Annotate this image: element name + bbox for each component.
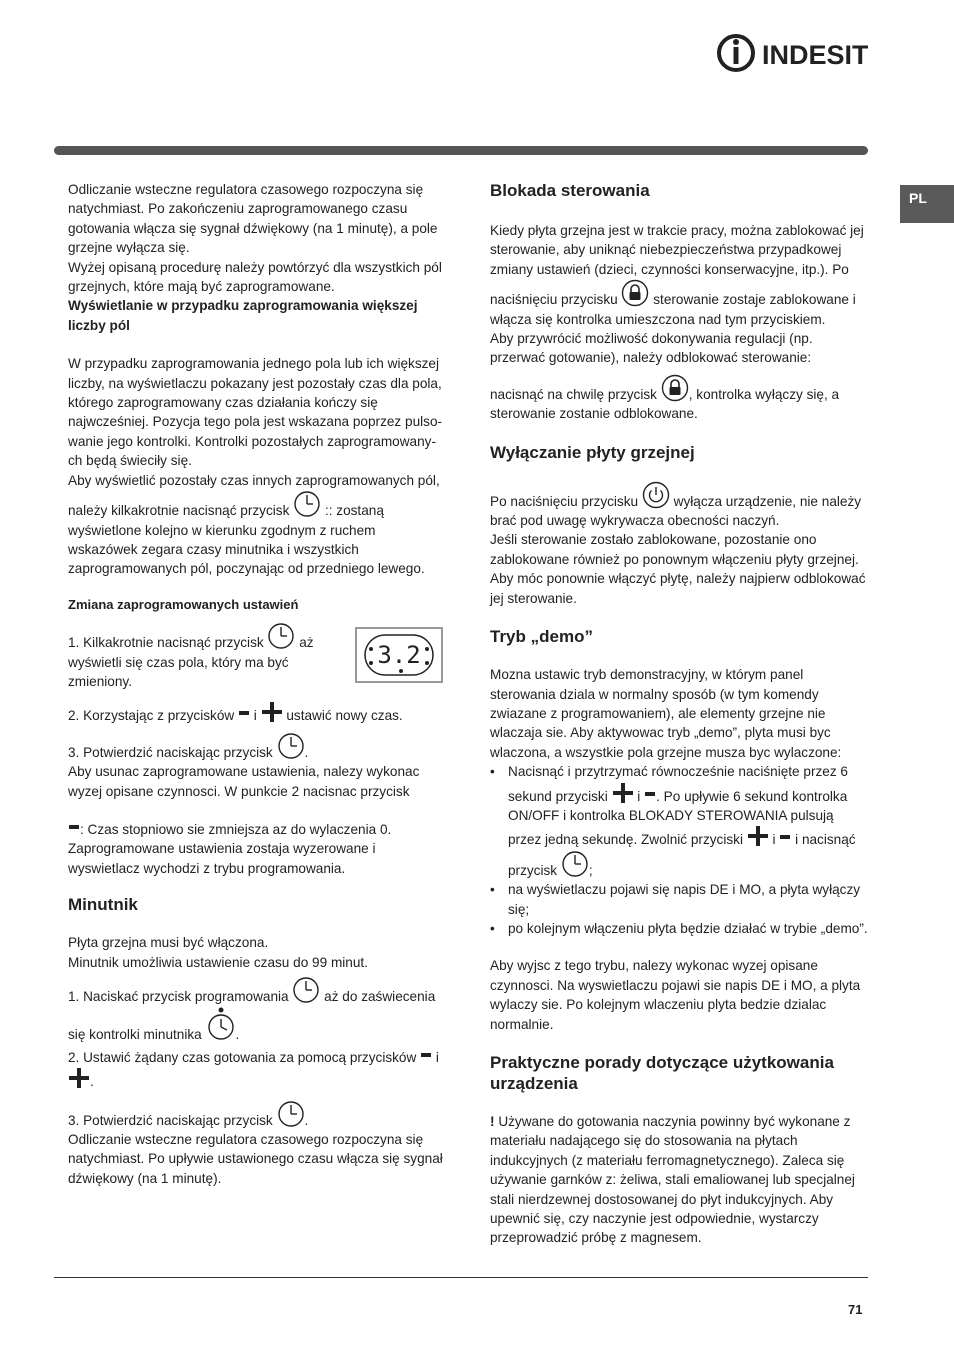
demo-paragraph: Mozna ustawic tryb demonstracyjny, w którym panel sterowania dziala w normalny sposób (w tym komendy zwiazane z programowaniem), ale elementy grzejne nie wlaczaja sie. Aby aktywowac tryb „demo”, plyta musi byc wlaczona, a wszystkie pola grzejne musza byc wylaczone: (490, 667, 842, 760)
clock-icon (267, 622, 295, 650)
footer-divider (54, 1277, 868, 1278)
plus-icon (747, 825, 769, 847)
demo-paragraph-2: Aby wyjsc z tego trybu, nalezy wykonac wyzej opisane czynnosci. Na wyswietlaczu pojawi sie napis DE i MO, a plyta wylaczy sie. Po kolejnym wlaczeniu plyta bedzie dzialac normalnie. (490, 958, 861, 1032)
section-heading-tips: Praktyczne porady dotyczące użytkowania urządzenia (490, 1053, 834, 1093)
minus-icon (238, 703, 250, 723)
clock-icon (277, 732, 305, 760)
minutnik-step-1: 1. Naciskać przycisk programowania aż do zaświecenia się kontrolki minutnika . (68, 976, 446, 1045)
cancel-paragraph-2: : Czas stopniowo sie zmniejsza az do wylaczenia 0. Zaprogramowane ustawienia zostaja wyzerowane i wyswietlacz wychodzi z trybu programowania. (68, 817, 446, 878)
intro-paragraph-2: Wyżej opisaną procedurę należy powtórzyć dla wszystkich pól grzejnych, które mają być zaprogramowane. (68, 259, 442, 295)
cancel-paragraph: Aby usunac zaprogramowane ustawienia, nalezy wykonac wyzej opisane czynnosci. W punkcie 2 nacisnac przycisk (68, 764, 420, 799)
list-item: • Nacisnąć i przytrzymać równocześnie naciśnięte przez 6 sekund przyciski i . Po upływie 6 sekund kontrolka ON/OFF i kontrolka BLOKADY STEROWANIA pulsują przez jedną sekundę. Zwolnić przyciski i i nacisnąć przycisk ; (508, 762, 868, 880)
minus-icon (644, 784, 656, 804)
display-digits: 3.2 (377, 641, 421, 669)
list-item: • po kolejnym włączeniu płyta będzie działać w trybie „demo”. (508, 919, 868, 938)
right-column (490, 180, 868, 1248)
minutnik-paragraph-2: Minutnik umożliwia ustawienie czasu do 99 minut. (68, 954, 368, 970)
lock-paragraph-3: nacisnąć na chwilę przycisk , kontrolka wyłączy się, a sterowanie zostanie odblokowane. (490, 374, 868, 424)
lock-paragraph: Kiedy płyta grzejna jest w trakcie pracy, można zablokować jej sterowanie, aby uniknąć niebezpieczeństwa przypadkowej zmiany ustawień (dzieci, czynności konserwacyjne, itp.). Po naciśnięciu przycisku sterowanie zostaje zablokowane i włącza się kontrolka umieszczona nad tym przyciskiem. (490, 223, 864, 327)
step-3: 3. Potwierdzić naciskając przycisk . (68, 732, 446, 762)
minute-minder-icon (206, 1006, 236, 1042)
off-paragraph: Po naciśnięciu przycisku wyłącza urządzenie, nie należy brać pod uwagę wykrywacza obecności naczyń. (490, 481, 868, 531)
plus-icon (612, 782, 634, 804)
minutnik-paragraph: Płyta grzejna musi być włączona. (68, 935, 269, 951)
brand-logo (716, 30, 868, 76)
power-icon (642, 481, 670, 509)
demo-list (490, 762, 868, 938)
section-heading-change: Zmiana zaprogramowanych ustawień (68, 596, 299, 612)
padlock-icon (661, 374, 689, 402)
off-paragraph-2: Jeśli sterowanie zostało zablokowane, pozostanie ono zablokowane również po ponownym włączeniu płyty grzejnej. Aby móc ponownie włączyć płytę, należy najpierw odblokować jej sterowanie. (490, 532, 866, 606)
clock-icon (561, 850, 589, 878)
clock-icon (277, 1100, 305, 1128)
section-heading-display: Wyświetlanie w przypadku zaprogramowania większej liczby pól (68, 298, 418, 333)
clock-icon (293, 490, 321, 518)
clock-icon (292, 976, 320, 1004)
minutnik-step-3: 3. Potwierdzić naciskając przycisk . (68, 1100, 446, 1130)
section-heading-lock: Blokada sterowania (490, 181, 650, 200)
section-heading-minutnik: Minutnik (68, 895, 138, 915)
page-number: 71 (848, 1302, 863, 1317)
step-2: 2. Korzystając z przycisków i ustawić nowy czas. (68, 701, 446, 725)
plus-icon (261, 701, 283, 723)
list-item: • na wyświetlaczu pojawi się napis DE i MO, a płyta wyłączy się; (508, 880, 868, 919)
display-illustration (355, 627, 443, 683)
header-divider (54, 146, 868, 155)
plus-icon (68, 1067, 90, 1089)
minus-icon (420, 1045, 432, 1065)
section-heading-demo: Tryb „demo” (490, 627, 593, 647)
warning-mark: ! (490, 1114, 495, 1129)
tips-paragraph: ! Używane do gotowania naczynia powinny być wykonane z materiału nadającego się do stosowania na płytach indukcyjnych (z materiału ferromagnetycznego). Zaleca się używanie garnków z: żeliwa, stali emaliowanej lub specjalnej stali nierdzewnej dostosowanej do płyt indukcyjnych. Aby upewnić się, czy naczynie jest odpowiednie, wystarczy przeprowadzić próbę z magnesem. (490, 1114, 855, 1246)
section-heading-off: Wyłączanie płyty grzejnej (490, 442, 695, 462)
left-column (68, 180, 446, 1188)
display-paragraph: W przypadku zaprogramowania jednego pola lub ich większej liczby, na wyświetlaczu pokazany jest pozostały czas dla pola, którego zaprogramowany czas działania kończy się najwcześniej. Pozycja tego pola jest wskazana poprzez pulso-wanie jego kontrolki. Kontrolki pozostałych zaprogramowany-ch będą świeciły się. (68, 356, 443, 469)
padlock-icon (621, 279, 649, 307)
minutnik-paragraph-3: Odliczanie wsteczne regulatora czasowego rozpoczyna się natychmiast. Po upływie ustawionego czasu włącza się sygnał dźwiękowy (na 1 minutę). (68, 1132, 443, 1186)
display-paragraph-2: Aby wyświetlić pozostały czas innych zaprogramowanych pól, należy kilkakrotnie nacisnąć przycisk :: zostaną wyświetlone kolejno w kierunku zgodnym z ruchem wskazówek zegara czasy minutnika i wszystkich zaprogramowanych pól, poczynając od przedniego lewego. (68, 472, 440, 577)
svg-text:INDESIT: INDESIT (762, 40, 868, 70)
minus-icon (68, 817, 80, 837)
minutnik-step-2: 2. Ustawić żądany czas gotowania za pomocą przycisków i . (68, 1045, 446, 1092)
language-tab: PL (900, 185, 954, 223)
step-1: 1. Kilkakrotnie nacisnąć przycisk aż wyświetli się czas pola, który ma być zmieniony. (68, 622, 318, 691)
lock-paragraph-2: Aby przywrócić możliwość dokonywania regulacji (np. przerwać gotowanie), należy odblokować sterowanie: (490, 331, 813, 366)
intro-paragraph: Odliczanie wsteczne regulatora czasowego rozpoczyna się natychmiast. Po zakończeniu zaprogramowanego czasu gotowania włącza się sygnał dźwiękowy (na 1 minutę), a pole grzejne wyłącza się. (68, 182, 438, 256)
minus-icon (779, 827, 791, 847)
